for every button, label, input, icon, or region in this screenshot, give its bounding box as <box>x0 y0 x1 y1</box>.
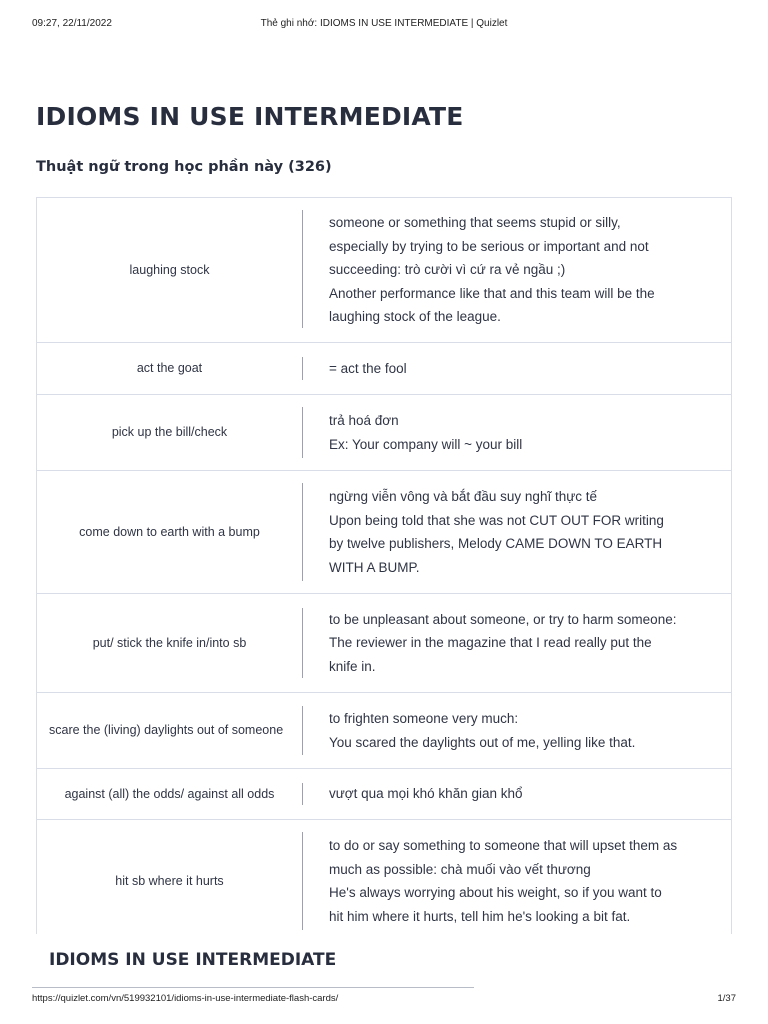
definition-line: succeeding: trò cười vì cứ ra vẻ ngầu ;) <box>329 262 566 278</box>
definition-line: WITH A BUMP. <box>329 559 420 575</box>
flashcard-table <box>36 197 732 934</box>
flashcard-row <box>37 471 731 594</box>
definition-line: Ex: Your company will ~ your bill <box>329 436 523 452</box>
card-term: act the goat <box>136 361 203 375</box>
definition-line: someone or something that seems stupid or silly, <box>329 215 621 231</box>
card-term: pick up the bill/check <box>111 425 228 439</box>
card-definition <box>329 198 719 342</box>
card-term: hit sb where it hurts <box>115 873 224 888</box>
definition-line: by twelve publishers, Melody CAME DOWN TO EARTH <box>329 536 663 551</box>
row-divider <box>302 357 303 380</box>
card-definition <box>329 471 719 593</box>
set-title: IDIOMS IN USE INTERMEDIATE <box>36 102 464 131</box>
definition-line: The reviewer in the magazine that I read really put the <box>329 635 652 651</box>
flashcard-row <box>37 594 731 693</box>
card-definition <box>329 820 719 934</box>
row-divider <box>302 210 303 328</box>
definition-line: hit him where it hurts, tell him he's looking a bit fat. <box>329 908 631 924</box>
row-divider <box>302 706 303 755</box>
card-definition <box>329 769 719 819</box>
card-definition <box>329 395 719 470</box>
definition-line: to do or say something to someone that will upset them as <box>329 838 678 853</box>
definition-line: ngừng viễn vông và bắt đầu suy nghĩ thực tế <box>329 489 598 504</box>
page-url: https://quizlet.com/vn/519932101/idioms-in-use-intermediate-flash-cards/ <box>32 993 339 1004</box>
definition-line: He's always worrying about his weight, so if you want to <box>329 885 662 900</box>
definition-line: trả hoá đơn <box>329 413 399 428</box>
card-term: come down to earth with a bump <box>79 524 260 539</box>
card-definition <box>329 594 719 692</box>
definition-line: vượt qua mọi khó khăn gian khổ <box>329 786 523 802</box>
card-term: against (all) the odds/ against all odds <box>64 786 275 801</box>
card-definition <box>329 343 719 394</box>
flashcard-row <box>37 343 731 395</box>
definition-line: to frighten someone very much: <box>329 711 519 726</box>
print-header <box>32 18 736 32</box>
definition-line: especially by trying to be serious or important and not <box>329 238 649 254</box>
card-term: scare the (living) daylights out of someone <box>49 723 284 737</box>
footer-divider <box>32 987 474 988</box>
page-number: 1/37 <box>717 993 736 1004</box>
definition-line: = act the fool <box>329 360 407 376</box>
flashcard-row <box>37 769 731 820</box>
row-divider <box>302 832 303 930</box>
flashcard-row <box>37 198 731 343</box>
flashcard-row <box>37 395 731 471</box>
flashcard-row <box>37 820 731 934</box>
definition-line: much as possible: chà muối vào vết thương <box>329 861 591 877</box>
print-timestamp: 09:27, 22/11/2022 <box>32 18 112 29</box>
row-divider <box>302 483 303 581</box>
definition-line: knife in. <box>329 658 376 674</box>
print-footer <box>32 993 736 1007</box>
terms-heading: Thuật ngữ trong học phần này (326) <box>36 159 332 175</box>
definition-line: Upon being told that she was not CUT OUT FOR writing <box>329 512 664 528</box>
card-term: put/ stick the knife in/into sb <box>92 635 247 650</box>
print-page-title: Thẻ ghi nhớ: IDIOMS IN USE INTERMEDIATE | Quizlet <box>260 18 508 29</box>
footer-set-title: IDIOMS IN USE INTERMEDIATE <box>49 950 337 970</box>
row-divider <box>302 407 303 458</box>
definition-line: Another performance like that and this team will be the <box>329 285 655 301</box>
definition-line: to be unpleasant about someone, or try to harm someone: <box>329 611 677 627</box>
card-definition <box>329 693 719 768</box>
row-divider <box>302 608 303 678</box>
flashcard-row <box>37 693 731 769</box>
definition-line: laughing stock of the league. <box>329 309 501 325</box>
row-divider <box>302 783 303 805</box>
card-term: laughing stock <box>129 262 210 277</box>
definition-line: You scared the daylights out of me, yelling like that. <box>329 734 636 750</box>
